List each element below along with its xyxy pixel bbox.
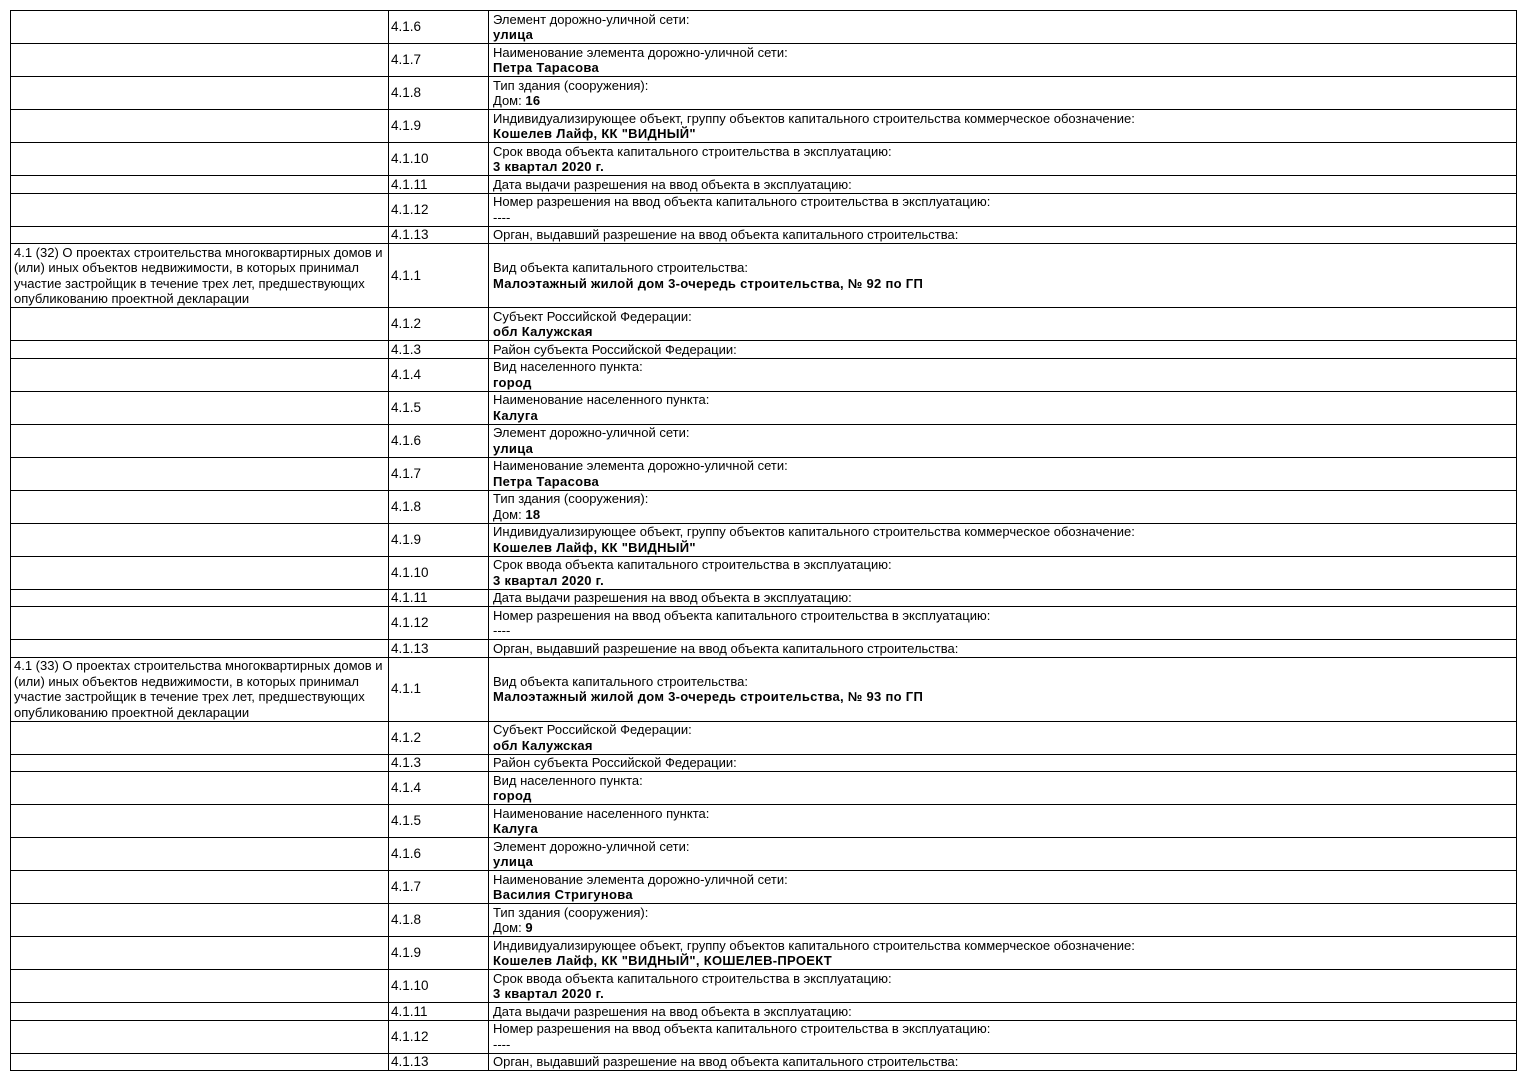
row-content-cell xyxy=(489,754,1517,772)
row-number: 4.1.9 xyxy=(389,937,489,970)
field-value: Малоэтажный жилой дом 3-очередь строительства, № 93 по ГП xyxy=(493,689,924,704)
field-label: Наименование элемента дорожно-уличной сети: xyxy=(493,44,788,60)
field-label: Дата выдачи разрешения на ввод объекта в эксплуатацию: xyxy=(493,1003,852,1019)
table-row xyxy=(11,721,1517,754)
field-label: Наименование элемента дорожно-уличной сети: xyxy=(493,458,788,473)
table-row xyxy=(11,110,1517,143)
row-number: 4.1.3 xyxy=(389,754,489,772)
field-value: ---- xyxy=(493,623,511,638)
field-value: улица xyxy=(493,440,534,456)
table-row xyxy=(11,244,1517,308)
section-description-empty-cell xyxy=(11,871,389,904)
row-content-cell xyxy=(489,772,1517,805)
field-label: Вид населенного пункта: xyxy=(493,359,643,374)
section-description-empty-cell xyxy=(11,143,389,176)
declaration-table-body xyxy=(11,11,1517,1071)
section-description-empty-cell xyxy=(11,1020,389,1053)
section-description-empty-cell xyxy=(11,110,389,143)
field-label: Тип здания (сооружения): xyxy=(493,491,649,506)
table-row xyxy=(11,44,1517,77)
field-label: Срок ввода объекта капитального строительства в эксплуатацию: xyxy=(493,143,892,159)
table-row xyxy=(11,1003,1517,1021)
row-number: 4.1.4 xyxy=(389,358,489,391)
field-label: Наименование населенного пункта: xyxy=(493,805,710,821)
field-value-text: 16 xyxy=(525,93,541,108)
row-content-cell xyxy=(489,77,1517,110)
row-number: 4.1.12 xyxy=(389,1020,489,1053)
row-content-cell xyxy=(489,391,1517,424)
section-description-empty-cell xyxy=(11,754,389,772)
row-content-cell xyxy=(489,457,1517,490)
field-value xyxy=(493,93,1513,109)
field-label: Орган, выдавший разрешение на ввод объекта капитального строительства: xyxy=(493,640,959,656)
table-row xyxy=(11,226,1517,244)
field-label: Элемент дорожно-уличной сети: xyxy=(493,11,690,27)
section-description-empty-cell xyxy=(11,176,389,194)
table-row xyxy=(11,193,1517,226)
row-number: 4.1.12 xyxy=(389,607,489,640)
section-description-empty-cell xyxy=(11,226,389,244)
table-row xyxy=(11,457,1517,490)
field-value: Малоэтажный жилой дом 3-очередь строительства, № 92 по ГП xyxy=(493,275,924,291)
field-value: город xyxy=(493,788,532,803)
field-value xyxy=(493,507,1513,523)
row-number: 4.1.10 xyxy=(389,143,489,176)
field-label: Район субъекта Российской Федерации: xyxy=(493,341,737,357)
table-row xyxy=(11,341,1517,359)
field-label: Номер разрешения на ввод объекта капитального строительства в эксплуатацию: xyxy=(493,607,991,623)
field-value-text: 9 xyxy=(525,920,533,935)
field-value: улица xyxy=(493,27,534,42)
field-label: Наименование населенного пункта: xyxy=(493,392,710,407)
table-row xyxy=(11,556,1517,589)
row-number: 4.1.8 xyxy=(389,490,489,523)
table-row xyxy=(11,657,1517,721)
row-content-cell xyxy=(489,640,1517,658)
table-row xyxy=(11,838,1517,871)
row-content-cell xyxy=(489,11,1517,44)
field-value-prefix: Дом: xyxy=(493,920,526,935)
field-value: 3 квартал 2020 г. xyxy=(493,986,604,1001)
field-label: Тип здания (сооружения): xyxy=(493,904,649,920)
section-description-empty-cell xyxy=(11,391,389,424)
row-content-cell xyxy=(489,805,1517,838)
table-row xyxy=(11,589,1517,607)
field-label: Срок ввода объекта капитального строительства в эксплуатацию: xyxy=(493,557,892,572)
field-label: Вид объекта капитального строительства: xyxy=(493,673,749,689)
field-value: улица xyxy=(493,854,534,869)
field-value: ---- xyxy=(493,209,511,225)
row-content-cell xyxy=(489,110,1517,143)
table-row xyxy=(11,937,1517,970)
row-number: 4.1.9 xyxy=(389,523,489,556)
field-value: Кошелев Лайф, КК "ВИДНЫЙ" xyxy=(493,126,696,141)
field-label: Номер разрешения на ввод объекта капитального строительства в эксплуатацию: xyxy=(493,1021,991,1036)
field-value: обл Калужская xyxy=(493,324,593,339)
field-value: 3 квартал 2020 г. xyxy=(493,572,604,588)
field-label: Индивидуализирующее объект, группу объектов капитального строительства коммерческое обозначение: xyxy=(493,110,1135,126)
row-number: 4.1.7 xyxy=(389,457,489,490)
table-row xyxy=(11,1020,1517,1053)
row-number: 4.1.8 xyxy=(389,77,489,110)
row-content-cell xyxy=(489,838,1517,871)
field-value: ---- xyxy=(493,1036,511,1052)
row-content-cell xyxy=(489,143,1517,176)
field-label: Район субъекта Российской Федерации: xyxy=(493,755,737,770)
field-label: Вид населенного пункта: xyxy=(493,772,643,788)
field-value: Петра Тарасова xyxy=(493,473,599,489)
field-value-prefix: Дом: xyxy=(493,506,526,522)
section-description-empty-cell xyxy=(11,970,389,1003)
field-value: Кошелев Лайф, КК "ВИДНЫЙ" xyxy=(493,539,696,555)
field-label: Элемент дорожно-уличной сети: xyxy=(493,425,690,440)
table-row xyxy=(11,607,1517,640)
section-description-empty-cell xyxy=(11,607,389,640)
row-number: 4.1.12 xyxy=(389,193,489,226)
table-row xyxy=(11,308,1517,341)
row-number: 4.1.1 xyxy=(389,244,489,308)
row-number: 4.1.8 xyxy=(389,904,489,937)
row-number: 4.1.3 xyxy=(389,341,489,359)
field-value: Кошелев Лайф, КК "ВИДНЫЙ", КОШЕЛЕВ-ПРОЕКТ xyxy=(493,953,833,968)
row-content-cell xyxy=(489,44,1517,77)
section-description-empty-cell xyxy=(11,457,389,490)
section-description-empty-cell xyxy=(11,772,389,805)
field-label: Орган, выдавший разрешение на ввод объекта капитального строительства: xyxy=(493,1054,959,1069)
field-label: Индивидуализирующее объект, группу объектов капитального строительства коммерческое обозначение: xyxy=(493,524,1135,539)
field-value xyxy=(493,920,1513,936)
section-description-empty-cell xyxy=(11,77,389,110)
field-value-prefix: Дом: xyxy=(493,93,526,108)
section-description-empty-cell xyxy=(11,490,389,523)
row-content-cell xyxy=(489,1053,1517,1071)
field-value: Петра Тарасова xyxy=(493,60,599,75)
row-content-cell xyxy=(489,193,1517,226)
section-description-empty-cell xyxy=(11,341,389,359)
field-label: Срок ввода объекта капитального строительства в эксплуатацию: xyxy=(493,970,892,986)
table-row xyxy=(11,754,1517,772)
row-number: 4.1.10 xyxy=(389,970,489,1003)
row-content-cell xyxy=(489,607,1517,640)
table-row xyxy=(11,904,1517,937)
field-value: Калуга xyxy=(493,407,539,423)
row-number: 4.1.11 xyxy=(389,176,489,194)
row-number: 4.1.2 xyxy=(389,308,489,341)
row-number: 4.1.11 xyxy=(389,589,489,607)
row-content-cell xyxy=(489,226,1517,244)
section-description-empty-cell xyxy=(11,523,389,556)
field-value: Калуга xyxy=(493,821,539,836)
field-value: Василия Стригунова xyxy=(493,887,633,902)
table-row xyxy=(11,970,1517,1003)
row-content-cell xyxy=(489,871,1517,904)
section-description: 4.1 (32) О проектах строительства многоквартирных домов и (или) иных объектов недвижимости, в которых принимал участие застройщик в течение трех лет, предшествующих опубликованию проектной декларации xyxy=(11,244,389,308)
row-content-cell xyxy=(489,176,1517,194)
table-row xyxy=(11,11,1517,44)
row-content-cell xyxy=(489,308,1517,341)
row-content-cell xyxy=(489,1020,1517,1053)
section-description-empty-cell xyxy=(11,805,389,838)
row-number: 4.1.11 xyxy=(389,1003,489,1021)
field-label: Орган, выдавший разрешение на ввод объекта капитального строительства: xyxy=(493,227,959,242)
section-description-empty-cell xyxy=(11,358,389,391)
section-description: 4.1 (33) О проектах строительства многоквартирных домов и (или) иных объектов недвижимости, в которых принимал участие застройщик в течение трех лет, предшествующих опубликованию проектной декларации xyxy=(11,657,389,721)
row-content-cell xyxy=(489,341,1517,359)
field-label: Элемент дорожно-уличной сети: xyxy=(493,838,690,854)
field-value: обл Калужская xyxy=(493,737,593,753)
field-label: Дата выдачи разрешения на ввод объекта в эксплуатацию: xyxy=(493,590,852,605)
field-label: Субъект Российской Федерации: xyxy=(493,722,692,737)
row-number: 4.1.5 xyxy=(389,391,489,424)
field-value-text: 18 xyxy=(525,506,541,522)
declaration-table xyxy=(10,10,1517,1071)
field-label: Тип здания (сооружения): xyxy=(493,77,649,93)
row-number: 4.1.13 xyxy=(389,226,489,244)
table-row xyxy=(11,805,1517,838)
table-row xyxy=(11,176,1517,194)
section-description-empty-cell xyxy=(11,904,389,937)
section-description-empty-cell xyxy=(11,11,389,44)
row-number: 4.1.7 xyxy=(389,44,489,77)
section-description-empty-cell xyxy=(11,721,389,754)
row-number: 4.1.7 xyxy=(389,871,489,904)
row-content-cell xyxy=(489,1003,1517,1021)
field-value: 3 квартал 2020 г. xyxy=(493,159,604,174)
row-number: 4.1.2 xyxy=(389,721,489,754)
section-description-empty-cell xyxy=(11,193,389,226)
field-value: город xyxy=(493,374,532,390)
row-content-cell xyxy=(489,358,1517,391)
row-content-cell xyxy=(489,424,1517,457)
table-row xyxy=(11,391,1517,424)
section-description-empty-cell xyxy=(11,1003,389,1021)
row-number: 4.1.9 xyxy=(389,110,489,143)
table-row xyxy=(11,523,1517,556)
row-content-cell xyxy=(489,721,1517,754)
row-content-cell xyxy=(489,244,1517,308)
section-description-empty-cell xyxy=(11,44,389,77)
row-content-cell xyxy=(489,556,1517,589)
section-description-empty-cell xyxy=(11,556,389,589)
row-content-cell xyxy=(489,657,1517,721)
table-row xyxy=(11,143,1517,176)
section-description-empty-cell xyxy=(11,1053,389,1071)
section-description-empty-cell xyxy=(11,838,389,871)
row-content-cell xyxy=(489,523,1517,556)
table-row xyxy=(11,1053,1517,1071)
field-label: Дата выдачи разрешения на ввод объекта в эксплуатацию: xyxy=(493,176,852,192)
field-label: Субъект Российской Федерации: xyxy=(493,308,692,324)
row-number: 4.1.13 xyxy=(389,640,489,658)
field-label: Наименование элемента дорожно-уличной сети: xyxy=(493,871,788,887)
section-description-empty-cell xyxy=(11,589,389,607)
row-content-cell xyxy=(489,970,1517,1003)
table-row xyxy=(11,772,1517,805)
row-content-cell xyxy=(489,904,1517,937)
field-label: Вид объекта капитального строительства: xyxy=(493,260,749,275)
row-number: 4.1.1 xyxy=(389,657,489,721)
section-description-empty-cell xyxy=(11,937,389,970)
table-row xyxy=(11,490,1517,523)
row-number: 4.1.5 xyxy=(389,805,489,838)
row-number: 4.1.6 xyxy=(389,838,489,871)
table-row xyxy=(11,640,1517,658)
row-content-cell xyxy=(489,937,1517,970)
row-number: 4.1.6 xyxy=(389,11,489,44)
row-number: 4.1.6 xyxy=(389,424,489,457)
table-row xyxy=(11,77,1517,110)
table-row xyxy=(11,424,1517,457)
field-label: Номер разрешения на ввод объекта капитального строительства в эксплуатацию: xyxy=(493,194,991,209)
row-number: 4.1.10 xyxy=(389,556,489,589)
table-row xyxy=(11,358,1517,391)
row-number: 4.1.4 xyxy=(389,772,489,805)
section-description-empty-cell xyxy=(11,424,389,457)
section-description-empty-cell xyxy=(11,308,389,341)
section-description-empty-cell xyxy=(11,640,389,658)
row-content-cell xyxy=(489,589,1517,607)
table-row xyxy=(11,871,1517,904)
row-content-cell xyxy=(489,490,1517,523)
field-label: Индивидуализирующее объект, группу объектов капитального строительства коммерческое обозначение: xyxy=(493,937,1135,953)
row-number: 4.1.13 xyxy=(389,1053,489,1071)
